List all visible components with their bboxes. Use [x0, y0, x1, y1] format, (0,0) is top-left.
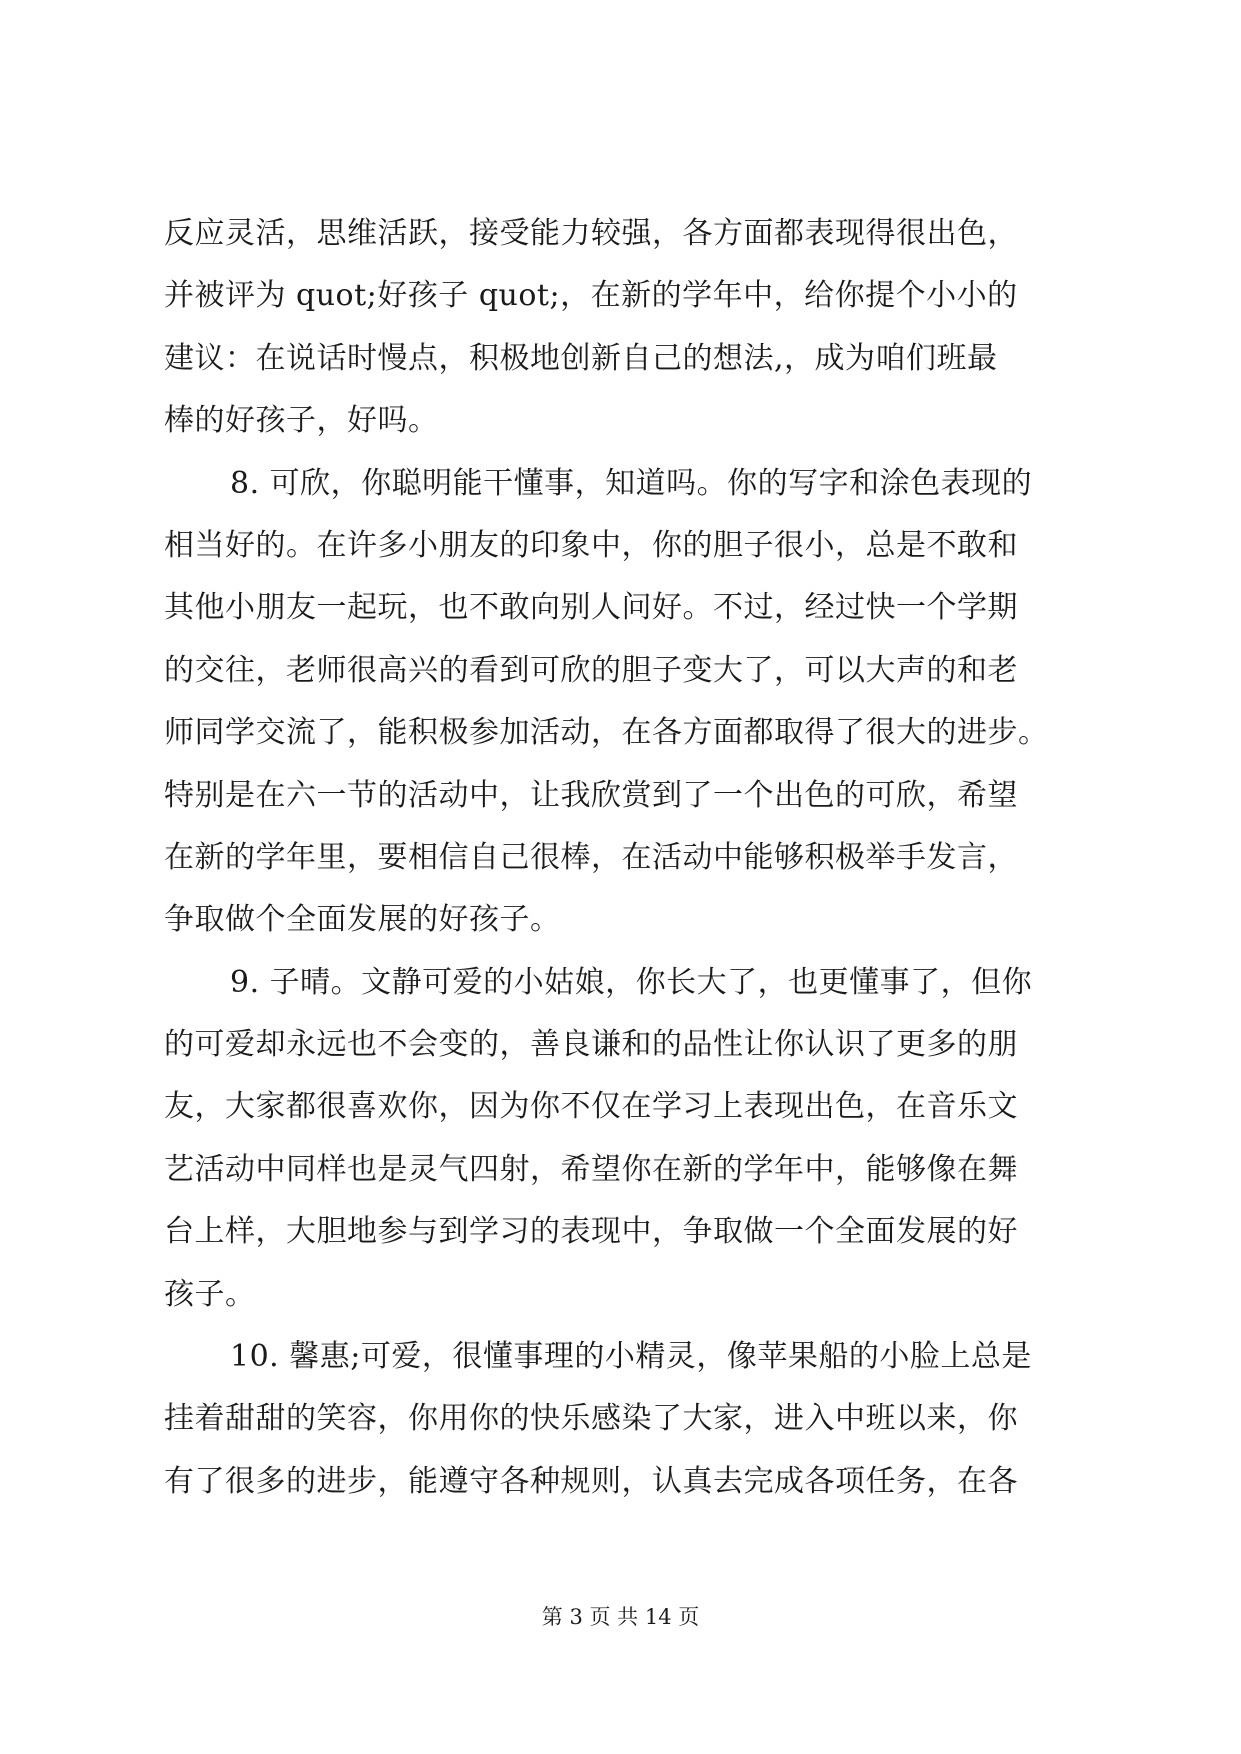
- text-line: 孩子。: [164, 1276, 256, 1312]
- text-line: 相当好的。在许多小朋友的印象中，你的胆子很小，总是不敢和: [164, 527, 1018, 563]
- text-line: 挂着甜甜的笑容，你用你的快乐感染了大家，进入中班以来，你: [164, 1401, 1018, 1437]
- paragraph-item-9: [164, 952, 1084, 1326]
- text-line: 棒的好孩子，好吗。: [164, 403, 439, 439]
- text-line: 其他小朋友一起玩，也不敢向别人问好。不过，经过快一个学期: [164, 590, 1018, 626]
- document-body: [164, 203, 1084, 1513]
- text-line: 建议：在说话时慢点，积极地创新自己的想法,，成为咱们班最: [164, 340, 998, 376]
- text-line: 8. 可欣，你聪明能干懂事，知道吗。你的写字和涂色表现的: [230, 465, 1033, 501]
- text-line: 反应灵活，思维活跃，接受能力较强，各方面都表现得很出色，: [164, 216, 1018, 251]
- text-line: 师同学交流了，能积极参加活动，在各方面都取得了很大的进步。: [164, 715, 1049, 751]
- text-line: 在新的学年里，要相信自己很棒，在活动中能够积极举手发言，: [164, 839, 1018, 875]
- page-number-label: 第 3 页 共 14 页: [541, 1605, 700, 1629]
- text-line: 有了很多的进步，能遵守各种规则，认真去完成各项任务，在各: [164, 1463, 1018, 1499]
- text-line: 9. 子晴。文静可爱的小姑娘，你长大了，也更懂事了，但你: [230, 964, 1033, 1000]
- text-line: 台上样，大胆地参与到学习的表现中，争取做一个全面发展的好: [164, 1214, 1018, 1250]
- paragraph-item-8: [164, 453, 1084, 952]
- text-line: 并被评为 quot;好孩子 quot;，在新的学年中，给你提个小小的: [164, 278, 1018, 314]
- text-line: 特别是在六一节的活动中，让我欣赏到了一个出色的可欣，希望: [164, 777, 1018, 813]
- text-line: 友，大家都很喜欢你，因为你不仅在学习上表现出色，在音乐文: [164, 1089, 1018, 1125]
- page-footer: [0, 1602, 1241, 1632]
- text-line: 争取做个全面发展的好孩子。: [164, 902, 561, 938]
- text-line: 艺活动中同样也是灵气四射，希望你在新的学年中，能够像在舞: [164, 1151, 1018, 1187]
- text-line: 的交往，老师很高兴的看到可欣的胆子变大了，可以大声的和老: [164, 652, 1018, 688]
- text-line: 10. 馨惠;可爱，很懂事理的小精灵，像苹果船的小脸上总是: [230, 1339, 1032, 1375]
- paragraph-item-10: [164, 1326, 1084, 1513]
- paragraph-continuation: [164, 203, 1084, 453]
- text-line: 的可爱却永远也不会变的，善良谦和的品性让你认识了更多的朋: [164, 1027, 1018, 1063]
